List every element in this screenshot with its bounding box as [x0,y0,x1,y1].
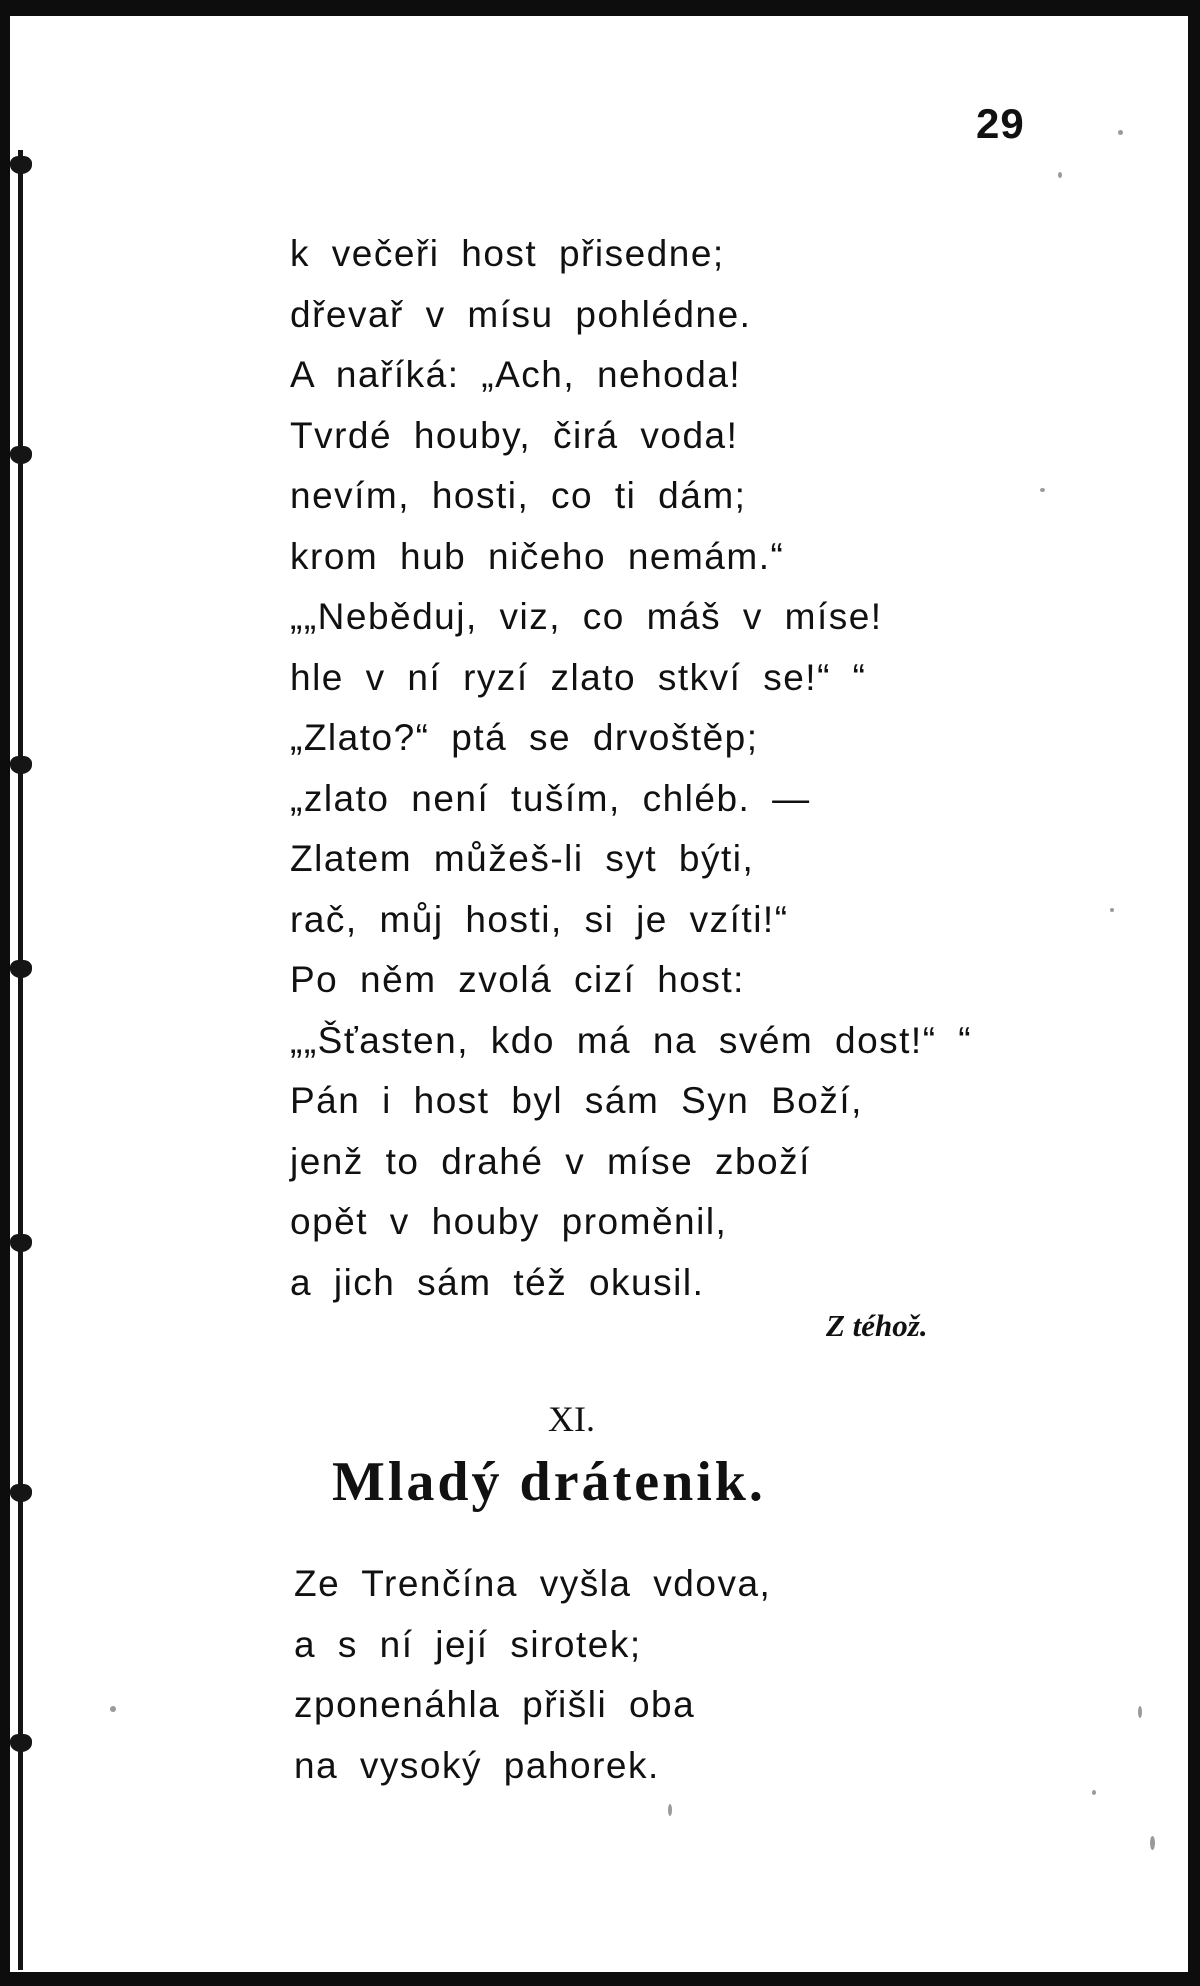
poem-line: „Zlato?“ ptá se drvoštěp; [290,717,759,758]
scan-speck [110,1706,116,1712]
poem-line: rač, můj hosti, si je vzíti!“ [290,898,789,940]
poem-text [290,224,1090,1313]
scan-speck [1150,1836,1155,1850]
section-number: XI. [548,1399,595,1439]
poem-line: „zlato není tuším, chléb. — [290,777,811,819]
binding-mark [10,756,32,774]
binding-mark [10,960,32,978]
poem-line: nevím, hosti, co ti dám; [290,475,747,516]
scan-top-border [0,0,1200,16]
poem-line: k večeři host přisedne; [290,233,725,274]
scan-speck [1092,1790,1096,1795]
stanza-line: na vysoký pahorek. [294,1744,660,1786]
page-number: 29 [976,100,1025,147]
poem-line: opět v houby proměnil, [290,1201,728,1242]
scan-left-border [0,0,10,1986]
poem-line: Pán i host byl sám Syn Boží, [290,1080,863,1121]
scan-right-border [1188,0,1200,1986]
poem-attribution: Z téhož. [826,1308,928,1343]
scan-speck [1118,130,1123,135]
stanza-text [294,1554,771,1796]
scan-speck [668,1804,672,1816]
binding-mark [10,446,32,464]
section-title: Mladý drátenik. [332,1451,766,1513]
binding-mark [10,1484,32,1502]
stanza-line: Ze Trenčína vyšla vdova, [294,1563,772,1604]
poem-line: A naříká: „Ach, nehoda! [290,354,742,395]
scan-speck [1058,172,1062,178]
poem-line: Po něm zvolá cizí host: [290,959,745,1000]
poem-line: Zlatem můžeš-li syt býti, [290,838,755,879]
poem-line: a jich sám též okusil. [290,1261,705,1303]
binding-mark [10,1234,32,1252]
poem-line: krom hub ničeho nemám.“ [290,535,785,577]
poem-line: Tvrdé houby, čirá voda! [290,414,739,456]
poem-line: jenž to drahé v míse zboží [290,1140,811,1182]
binding-line [18,150,23,1970]
poem-line: „„Šťasten, kdo má na svém dost!“ “ [290,1019,973,1061]
binding-mark [10,156,32,174]
scan-speck [1138,1706,1142,1718]
poem-line: hle v ní ryzí zlato stkví se!“ “ [290,656,867,698]
stanza-line: a s ní její sirotek; [294,1623,642,1665]
binding-mark [10,1734,32,1752]
scan-bottom-border [0,1972,1200,1986]
scan-speck [1110,908,1114,912]
poem-line: dřevař v mísu pohlédne. [290,293,752,335]
stanza-line: zponenáhla přišli oba [294,1684,696,1725]
poem-line: „„Neběduj, viz, co máš v míse! [290,596,883,637]
